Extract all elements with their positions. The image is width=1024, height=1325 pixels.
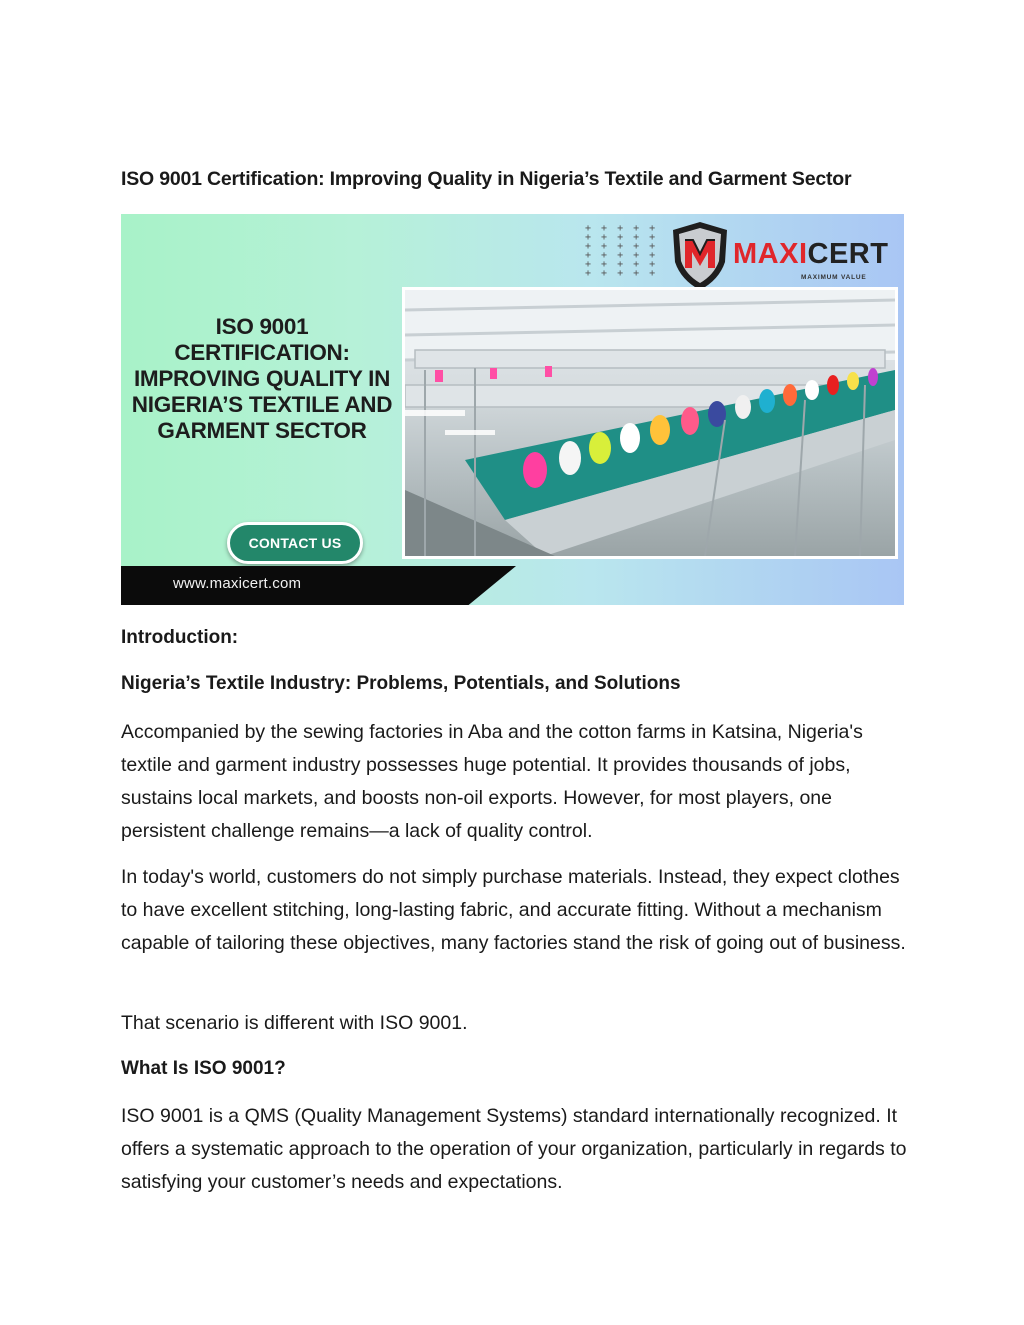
factory-illustration <box>405 290 895 556</box>
logo-tagline: MAXIMUM VALUE <box>801 274 867 281</box>
document-title: ISO 9001 Certification: Improving Quality in Nigeria’s Textile and Garment Sector <box>121 168 852 190</box>
maxicert-logo <box>669 220 899 292</box>
decorative-plus-grid: + + + + + + + + + + + + + + + + + + + + + + + + + + + + + + <box>585 223 658 279</box>
paragraph-2: In today's world, customers do not simply purchase materials. Instead, they expect clothes to have excellent stitching, long-lasting fabric, and accurate fitting. Without a mechanism capable of tailoring these objectives, many factories stand the risk of going out of business. <box>121 866 906 954</box>
contact-us-button[interactable]: CONTACT US <box>227 522 363 564</box>
banner-url-bar <box>121 566 904 605</box>
logo-wordmark: MAXICERT <box>733 238 889 270</box>
banner-headline: ISO 9001 CERTIFICATION: IMPROVING QUALITY IN NIGERIA’S TEXTILE AND GARMENT SECTOR <box>131 314 393 443</box>
intro-heading: Introduction: <box>121 627 239 648</box>
shield-m-icon <box>669 220 731 292</box>
paragraph-4: ISO 9001 is a QMS (Quality Management Systems) standard internationally recognized. It offers a systematic approach to the operation of your organization, particularly in regards to satisfying your customer’s needs and expectations. <box>121 1105 907 1193</box>
section-subheading: Nigeria’s Textile Industry: Problems, Potentials, and Solutions <box>121 673 681 694</box>
textile-factory-photo <box>402 287 898 559</box>
paragraph-3: That scenario is different with ISO 9001. <box>121 1012 468 1034</box>
what-is-iso-heading: What Is ISO 9001? <box>121 1058 286 1079</box>
paragraph-1: Accompanied by the sewing factories in Aba and the cotton farms in Katsina, Nigeria's textile and garment industry possesses huge potential. It provides thousands of jobs, sustains local markets, and boosts non-oil exports. However, for most players, one persistent challenge remains—a lack of quality control. <box>121 721 863 842</box>
hero-banner-image <box>121 214 904 605</box>
website-url[interactable]: www.maxicert.com <box>173 575 302 592</box>
